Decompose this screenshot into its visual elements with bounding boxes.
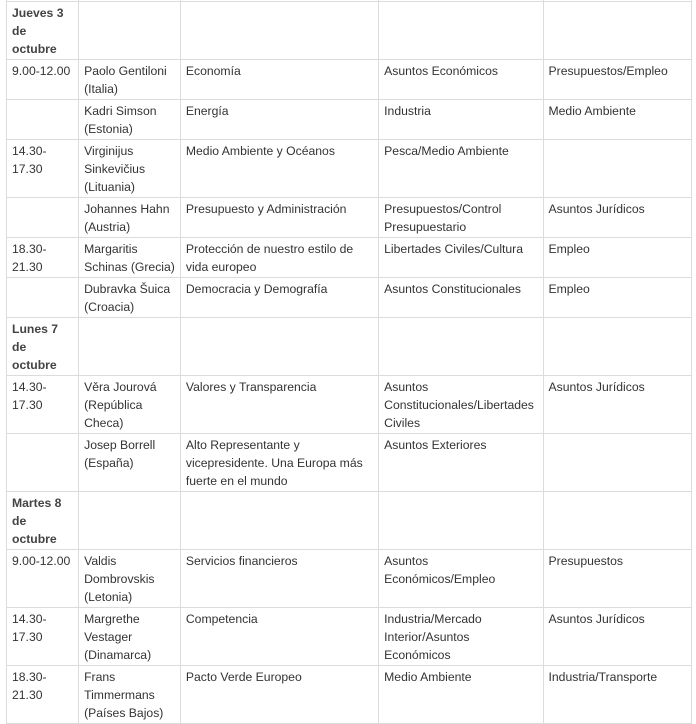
associated-committee: Industria/Transporte bbox=[543, 666, 692, 724]
associated-committee: Medio Ambiente bbox=[543, 100, 692, 140]
table-cell bbox=[180, 2, 378, 60]
portfolio: Energía bbox=[180, 100, 378, 140]
table-cell bbox=[379, 492, 543, 550]
lead-committee: Presupuestos/Control Presupuestario bbox=[379, 198, 543, 238]
table-cell bbox=[79, 318, 181, 376]
table-cell bbox=[543, 492, 692, 550]
day-header-row bbox=[7, 318, 692, 376]
time-slot bbox=[7, 100, 79, 140]
hearings-schedule-table bbox=[6, 0, 692, 724]
lead-committee: Pesca/Medio Ambiente bbox=[379, 140, 543, 198]
table-row bbox=[7, 376, 692, 434]
commissioner-name: Frans Timmermans (Países Bajos) bbox=[79, 666, 181, 724]
lead-committee: Medio Ambiente bbox=[379, 666, 543, 724]
lead-committee: Asuntos Constitucionales/Libertades Civiles bbox=[379, 376, 543, 434]
table-cell bbox=[543, 2, 692, 60]
portfolio: Medio Ambiente y Océanos bbox=[180, 140, 378, 198]
table-row bbox=[7, 550, 692, 608]
portfolio: Servicios financieros bbox=[180, 550, 378, 608]
time-slot bbox=[7, 278, 79, 318]
lead-committee: Asuntos Constitucionales bbox=[379, 278, 543, 318]
time-slot: 14.30-17.30 bbox=[7, 608, 79, 666]
table-row bbox=[7, 140, 692, 198]
lead-committee: Asuntos Económicos/Empleo bbox=[379, 550, 543, 608]
day-label: Jueves 3 de octubre bbox=[7, 2, 79, 60]
day-label: Martes 8 de octubre bbox=[7, 492, 79, 550]
time-slot: 14.30-17.30 bbox=[7, 376, 79, 434]
table-row bbox=[7, 434, 692, 492]
associated-committee bbox=[543, 434, 692, 492]
associated-committee: Asuntos Jurídicos bbox=[543, 198, 692, 238]
day-label: Lunes 7 de octubre bbox=[7, 318, 79, 376]
portfolio: Pacto Verde Europeo bbox=[180, 666, 378, 724]
table-row bbox=[7, 198, 692, 238]
table-row bbox=[7, 60, 692, 100]
portfolio: Presupuesto y Administración bbox=[180, 198, 378, 238]
table-row bbox=[7, 666, 692, 724]
time-slot bbox=[7, 434, 79, 492]
lead-committee: Asuntos Exteriores bbox=[379, 434, 543, 492]
table-cell bbox=[79, 2, 181, 60]
commissioner-name: Valdis Dombrovskis (Letonia) bbox=[79, 550, 181, 608]
associated-committee: Empleo bbox=[543, 238, 692, 278]
commissioner-name: Margaritis Schinas (Grecia) bbox=[79, 238, 181, 278]
time-slot: 14.30-17.30 bbox=[7, 140, 79, 198]
table-cell bbox=[79, 492, 181, 550]
time-slot: 9.00-12.00 bbox=[7, 60, 79, 100]
portfolio: Protección de nuestro estilo de vida europeo bbox=[180, 238, 378, 278]
table-cell bbox=[180, 318, 378, 376]
commissioner-name: Věra Jourová (República Checa) bbox=[79, 376, 181, 434]
table-cell bbox=[180, 492, 378, 550]
commissioner-name: Virginijus Sinkevičius (Lituania) bbox=[79, 140, 181, 198]
portfolio: Alto Representante y vicepresidente. Una Europa más fuerte en el mundo bbox=[180, 434, 378, 492]
time-slot: 18.30-21.30 bbox=[7, 238, 79, 278]
commissioner-name: Kadri Simson (Estonia) bbox=[79, 100, 181, 140]
time-slot: 18.30-21.30 bbox=[7, 666, 79, 724]
associated-committee: Presupuestos/Empleo bbox=[543, 60, 692, 100]
day-header-row bbox=[7, 2, 692, 60]
table-row bbox=[7, 238, 692, 278]
commissioner-name: Dubravka Šuica (Croacia) bbox=[79, 278, 181, 318]
associated-committee: Empleo bbox=[543, 278, 692, 318]
portfolio: Economía bbox=[180, 60, 378, 100]
portfolio: Valores y Transparencia bbox=[180, 376, 378, 434]
lead-committee: Asuntos Económicos bbox=[379, 60, 543, 100]
table-row bbox=[7, 100, 692, 140]
lead-committee: Libertades Civiles/Cultura bbox=[379, 238, 543, 278]
table-row bbox=[7, 608, 692, 666]
associated-committee bbox=[543, 140, 692, 198]
day-header-row bbox=[7, 492, 692, 550]
lead-committee: Industria bbox=[379, 100, 543, 140]
table-cell bbox=[379, 2, 543, 60]
commissioner-name: Paolo Gentiloni (Italia) bbox=[79, 60, 181, 100]
time-slot bbox=[7, 198, 79, 238]
table-cell bbox=[543, 318, 692, 376]
commissioner-name: Johannes Hahn (Austria) bbox=[79, 198, 181, 238]
commissioner-name: Josep Borrell (España) bbox=[79, 434, 181, 492]
associated-committee: Presupuestos bbox=[543, 550, 692, 608]
associated-committee: Asuntos Jurídicos bbox=[543, 608, 692, 666]
table-row bbox=[7, 278, 692, 318]
table-cell bbox=[379, 318, 543, 376]
portfolio: Democracia y Demografía bbox=[180, 278, 378, 318]
commissioner-name: Margrethe Vestager (Dinamarca) bbox=[79, 608, 181, 666]
time-slot: 9.00-12.00 bbox=[7, 550, 79, 608]
portfolio: Competencia bbox=[180, 608, 378, 666]
lead-committee: Industria/Mercado Interior/Asuntos Económicos bbox=[379, 608, 543, 666]
associated-committee: Asuntos Jurídicos bbox=[543, 376, 692, 434]
